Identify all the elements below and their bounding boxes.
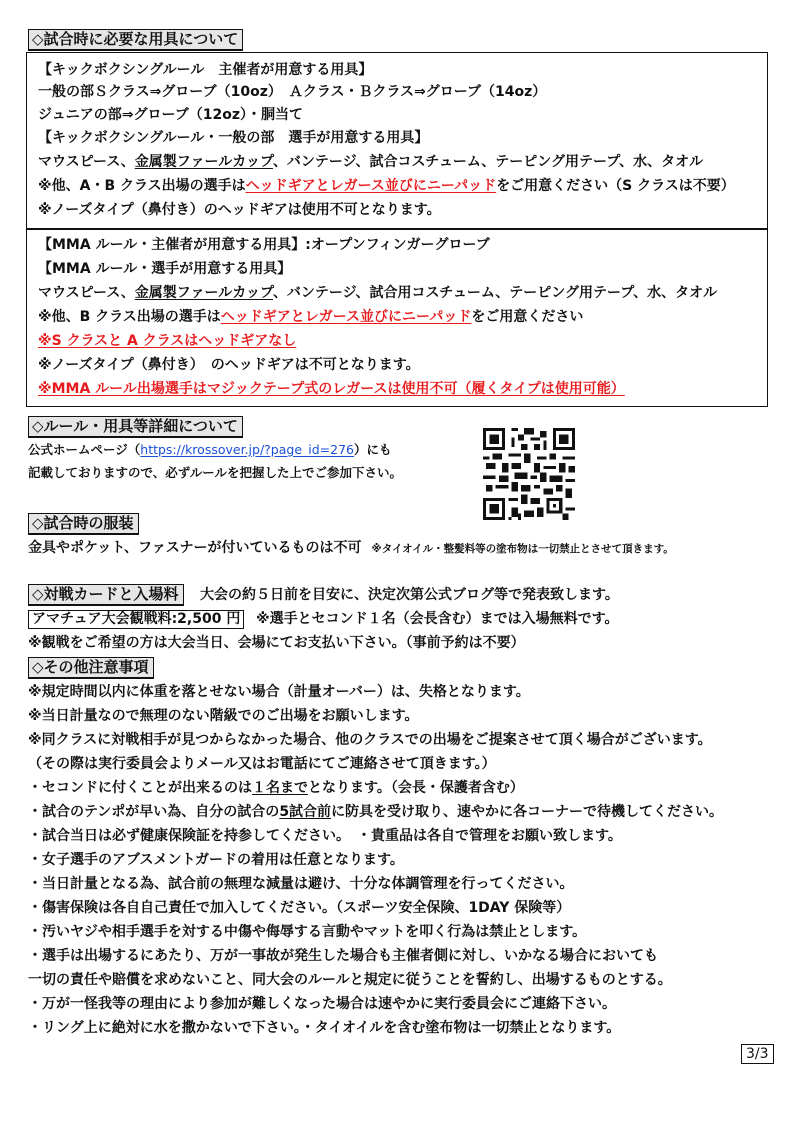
card-header: ◇対戦カードと入場料 (28, 584, 184, 606)
text-segment: マウスピース、 (38, 154, 135, 170)
attire-header: ◇試合時の服装 (28, 513, 139, 535)
note-liability-2: 一切の責任や賠償を求めないこと、同大会のルールと規定に従うことを誓約し、出場するものとする。 (28, 972, 672, 988)
note-second (28, 780, 524, 796)
payment-note: ※観戦をご希望の方は大会当日、会場にてお支払い下さい。（事前予約は不要） (28, 635, 525, 651)
text-segment: ※他、A・B クラス出場の選手は (38, 178, 246, 194)
text-segment: に防具を受け取り、速やかに各コーナーで待機してください。 (331, 804, 724, 820)
kick-glove-junior: ジュニアの部⇒グローブ（12oz）・胴当て (38, 107, 303, 123)
note-liability-1: ・選手は出場するにあたり、万が一事故が発生した場合も主催者側に対し、いかなる場合においても (28, 948, 658, 964)
note-chest-guard: ・女子選手のアブスメントガードの着用は任意となります。 (28, 852, 404, 868)
note-weight-cut: ・当日計量となる為、試合前の無理な減量は避け、十分な体調管理を行ってください。 (28, 876, 574, 892)
second-limit-text: １名まで (252, 780, 308, 796)
headgear-highlight: ヘッドギアとレガース並びにニーパッド (245, 178, 497, 194)
notes-header: ◇その他注意事項 (28, 657, 154, 679)
mma-headgear-note (38, 309, 583, 325)
kick-glove-general: 一般の部Ｓクラス⇒グローブ（10oz） Ａクラス・Ｂクラス⇒グローブ（14oz） (38, 84, 547, 100)
mma-player-title: 【MMA ルール・選手が用意する用具】 (38, 261, 292, 277)
kick-headgear-note (38, 178, 735, 194)
text-segment: ・試合のテンポが早い為、自分の試合の (28, 804, 280, 820)
kick-nose-note: ※ノーズタイプ（鼻付き）のヘッドギアは使用不可となります。 (38, 202, 441, 218)
attire-main-text: 金具やポケット、ファスナーが付いているものは不可 (28, 540, 362, 556)
text-segment: マウスピース、 (38, 285, 135, 301)
attire-note-text: ※タイオイル・整髪料等の塗布物は一切禁止とさせて頂きます。 (371, 543, 674, 555)
text-segment: 、バンテージ、試合コスチューム、テーピング用テープ、水、タオル (272, 154, 704, 170)
card-announce: 大会の約５日前を目安に、決定次第公式ブログ等で発表致します。 (200, 587, 619, 603)
headgear-highlight: ヘッドギアとレガース並びにニーパッド (220, 309, 472, 325)
text-segment: ・セコンドに付くことが出来るのは (28, 780, 252, 796)
mma-legguard-note: ※MMA ルール出場選手はマジックテープ式のレガースは使用不可（履くタイプは使用可能） (38, 381, 625, 397)
text-segment: 、バンテージ、試合用コスチューム、テーピング用テープ、水、タオル (272, 285, 718, 301)
note-weight-over: ※規定時間以内に体重を落とせない場合（計量オーバー）は、失格となります。 (28, 684, 530, 700)
note-ring-water: ・リング上に絶対に水を撒かないで下さい。・タイオイルを含む塗布物は一切禁止となります。 (28, 1020, 621, 1036)
note-tempo (28, 804, 723, 820)
fee-note: ※選手とセコンド１名（会長含む）までは入場無料です。 (256, 611, 619, 627)
mma-player-items (38, 285, 717, 301)
text-segment: をご用意ください（S クラスは不要） (496, 178, 735, 194)
kick-player-title: 【キックボクシングルール・一般の部 選手が用意する用具】 (38, 130, 429, 146)
equipment-header: ◇試合時に必要な用具について (28, 29, 243, 51)
attire-line (28, 540, 674, 557)
kick-player-items (38, 154, 703, 170)
text-segment: ※他、B クラス出場の選手は (38, 309, 221, 325)
five-bouts-text: 5試合前 (279, 804, 332, 820)
page-number: 3/3 (741, 1044, 774, 1064)
note-same-day-weigh: ※当日計量なので無理のない階級でのご出場をお願いします。 (28, 708, 419, 724)
text-segment: 公式ホームページ（ (28, 442, 141, 457)
text-segment: となります。（会長・保護者含む） (308, 780, 524, 796)
homepage-link[interactable]: https://krossover.jp/?page_id=276 (140, 442, 355, 457)
qr-code-icon[interactable] (483, 428, 575, 520)
kick-organizer-title: 【キックボクシングルール 主催者が用意する用具】 (38, 62, 373, 78)
rules-header: ◇ルール・用具等詳細について (28, 416, 243, 438)
note-contact: （その際は実行委員会よりメール又はお電話にてご連絡させて頂きます。） (28, 756, 496, 772)
mma-no-headgear-note: ※S クラスと A クラスはヘッドギアなし (38, 333, 297, 349)
mma-organizer-line: 【MMA ルール・主催者が用意する用具】:オープンフィンガーグローブ (38, 237, 490, 253)
rules-homepage-line (28, 442, 392, 458)
mma-nose-note: ※ノーズタイプ（鼻付き） のヘッドギアは不可となります。 (38, 357, 420, 373)
note-conduct: ・汚いヤジや相手選手を対する中傷や侮辱する言動やマットを叩く行為は禁止とします。 (28, 924, 587, 940)
foul-cup-text: 金属製ファールカップ (134, 154, 273, 170)
note-withdrawal: ・万が一怪我等の理由により参加が難しくなった場合は速やかに実行委員会にご連絡下さい。 (28, 996, 616, 1012)
rules-note-line: 記載しておりますので、必ずルールを把握した上でご参加下さい。 (28, 465, 403, 480)
text-segment: をご用意ください (471, 309, 584, 325)
text-segment: ）にも (354, 442, 392, 457)
fee-box: アマチュア大会観戦料:2,500 円 (28, 610, 244, 629)
foul-cup-text: 金属製ファールカップ (134, 285, 273, 301)
note-insurance-card: ・試合当日は必ず健康保険証を持参してください。 ・貴重品は各自で管理をお願い致します。 (28, 828, 622, 844)
note-other-class: ※同クラスに対戦相手が見つからなかった場合、他のクラスでの出場をご提案させて頂く場合がございます。 (28, 732, 712, 748)
note-injury-insurance: ・傷害保険は各自自己責任で加入してください。（スポーツ安全保険、1DAY 保険等） (28, 900, 571, 916)
